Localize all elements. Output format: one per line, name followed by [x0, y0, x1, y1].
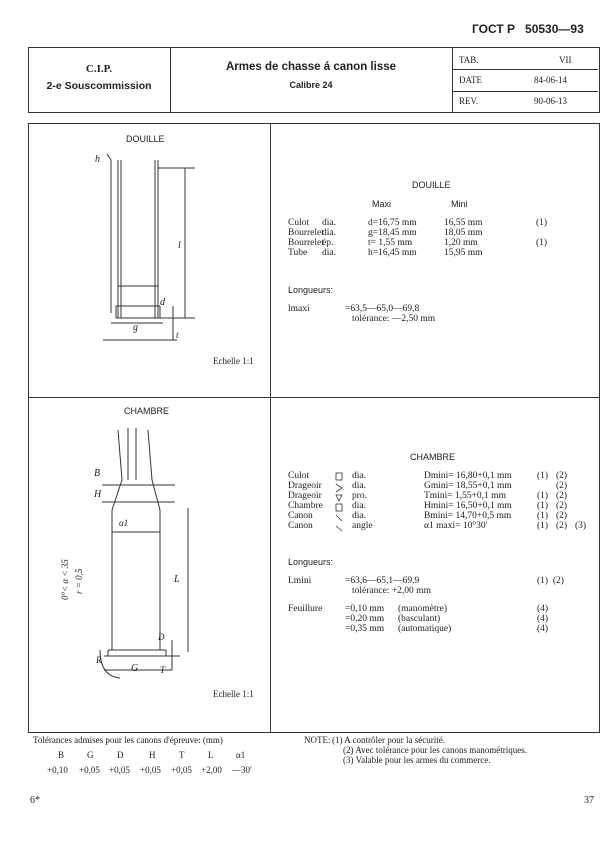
subcommission: 2-e Souscommission: [46, 80, 152, 92]
chambre-row-type: dia.: [352, 481, 366, 491]
douille-row-type: dia.: [322, 248, 336, 258]
caliber: Calibre 24: [289, 80, 333, 90]
feuillure-desc: (automatique): [398, 624, 452, 634]
chambre-row-value: Dmini= 16,80+0,1 mm: [424, 471, 512, 481]
tol-value: +0,10: [47, 765, 68, 775]
chambre-dim-D: D: [158, 632, 165, 642]
chambre-table-title: CHAMBRE: [410, 452, 456, 462]
chambre-row-value: Gmini= 18,55+0,1 mm: [424, 481, 512, 491]
note-item: (3) Valable pour les armes du commerce.: [343, 755, 491, 765]
chambre-row-type: dia.: [352, 511, 366, 521]
chambre-row-n2: (2): [556, 491, 568, 501]
chambre-dim-T: T: [160, 665, 166, 675]
chambre-row-n1: (1): [537, 521, 549, 531]
feuillure-desc: (manomètre): [398, 604, 448, 614]
douille-row-maxi: t= 1,55 mm: [368, 238, 413, 248]
tol-letter: α1: [236, 750, 246, 760]
douille-dim-l: l: [178, 240, 181, 251]
feuillure-desc: (basculant): [398, 614, 441, 624]
tol-letter: D: [117, 750, 124, 760]
chambre-row-n1: (1): [537, 491, 549, 501]
chambre-drawing: [90, 420, 210, 690]
chambre-row-type: dia.: [352, 501, 366, 511]
date-value: 84-06-14: [534, 75, 567, 85]
chambre-row-n1: (1): [537, 511, 549, 521]
douille-row-note: (1): [536, 238, 548, 248]
feuillure-value: =0,35 mm: [345, 624, 385, 634]
douille-l-tol: tolérance: —2,50 mm: [352, 314, 436, 324]
chambre-row-n2: (2): [556, 511, 568, 521]
douille-longueurs: Longueurs:: [288, 285, 334, 295]
douille-dim-g: g: [133, 322, 138, 333]
chambre-row-n2: (2): [556, 481, 568, 491]
rev-value: 90-06-13: [534, 96, 567, 106]
chambre-row-n1: (1): [537, 501, 549, 511]
tab-value: VII: [559, 55, 572, 65]
douille-table-title: DOUILLE: [412, 180, 451, 190]
tol-value: +2,00: [201, 765, 222, 775]
feuillure-label: Feuillure: [288, 604, 323, 614]
chambre-dim-G: G: [131, 663, 139, 674]
chambre-row-n2: (2): [556, 501, 568, 511]
feuillure-note: (4): [537, 604, 549, 614]
feuillure-value: =0,10 mm: [345, 604, 385, 614]
rev-label: REV.: [459, 96, 479, 106]
chambre-row-n3: (3): [575, 521, 587, 531]
douille-row-maxi: g=18,45 mm: [368, 228, 417, 238]
douille-dim-t: t: [176, 330, 179, 340]
tol-value: +0,05: [140, 765, 161, 775]
tol-letter: T: [179, 750, 185, 760]
notes-label: NOTE:: [304, 735, 331, 745]
tol-value: +0,05: [109, 765, 130, 775]
page-number: 37: [584, 795, 594, 806]
note-item: (1) A contrôler pour la sécurité.: [332, 735, 445, 745]
tol-letter: H: [149, 750, 156, 760]
douille-row: Culot: [288, 218, 310, 228]
feuillure-value: =0,20 mm: [345, 614, 385, 624]
chambre-row-name: Chambre: [288, 501, 323, 511]
chambre-longueurs: Longueurs:: [288, 557, 334, 567]
chambre-l-value: =63,6—65,1—69,9: [345, 576, 420, 586]
chambre-row-n1: (1): [537, 471, 549, 481]
chambre-row-n2: (2): [556, 471, 568, 481]
chambre-row-value: α1 maxi= 10°30′: [424, 521, 488, 531]
douille-row-mini: 1,20 mm: [444, 238, 478, 248]
chambre-row-value: Tmini= 1,55+0,1 mm: [424, 491, 506, 501]
chambre-row-n2: (2): [556, 521, 568, 531]
tol-value: +0,05: [171, 765, 192, 775]
douille-row-maxi: h=16,45 mm: [368, 248, 417, 258]
chambre-row-value: Bmini= 14,70+0,5 mm: [424, 511, 512, 521]
douille-row-mini: 18,05 mm: [444, 228, 483, 238]
douille-l-label: lmaxi: [288, 304, 310, 314]
douille-row: Bourrelet: [288, 228, 324, 238]
chambre-row-name: Culot: [288, 471, 310, 481]
douille-scale: Echelle 1:1: [213, 356, 254, 366]
col-mini: Mini: [451, 199, 468, 209]
tolerances-caption: Tolérances admises pour les canons d'épreuve: (mm): [33, 735, 223, 745]
chambre-dim-R: R: [96, 655, 102, 665]
chambre-row-type: pro.: [352, 491, 368, 501]
chambre-row-name: Canon: [288, 521, 313, 531]
chambre-dim-alpha: α1: [119, 518, 129, 528]
note-item: (2) Avec tolérance pour les canons manométriques.: [343, 745, 528, 755]
chambre-row-name: Canon: [288, 511, 313, 521]
org-name: C.I.P.: [85, 63, 113, 75]
tol-letter: B: [58, 750, 65, 760]
douille-row-type: dia.: [322, 228, 336, 238]
chambre-scale: Echelle 1:1: [213, 689, 254, 699]
chambre-angle-note: 0°< α < 35: [60, 559, 70, 600]
douille-dim-h: h: [95, 154, 100, 165]
douille-drawing: [85, 148, 205, 348]
date-label: DATE: [459, 75, 482, 85]
chambre-l-label: Lmini: [288, 576, 312, 586]
col-maxi: Maxi: [372, 199, 392, 209]
feuillure-note: (4): [537, 624, 549, 634]
chambre-dim-B: B: [94, 468, 101, 479]
tab-label: TAB.: [459, 55, 479, 65]
douille-row-type: ép.: [322, 238, 334, 248]
chambre-r-note: r = 0,5: [74, 568, 84, 594]
doc-title: Armes de chasse á canon lisse: [225, 61, 397, 73]
douille-row-mini: 16,55 mm: [444, 218, 483, 228]
chambre-row-type: dia.: [352, 471, 366, 481]
douille-row-maxi: d=16,75 mm: [368, 218, 417, 228]
douille-row-mini: 15,95 mm: [444, 248, 483, 258]
douille-row: Bourrelet: [288, 238, 324, 248]
douille-row: Tube: [288, 248, 308, 258]
section-symbols-icon: [334, 471, 346, 533]
footer-left: 6*: [30, 795, 40, 806]
chambre-l-tol: tolérance: +2,00 mm: [352, 586, 431, 596]
chambre-row-value: Hmini= 16,50+0,1 mm: [424, 501, 512, 511]
chambre-row-name: Drageoir: [288, 491, 322, 501]
douille-row-note: (1): [536, 218, 548, 228]
douille-drawing-title: DOUILLE: [126, 134, 165, 144]
chambre-drawing-title: CHAMBRE: [124, 406, 170, 416]
standard-code: ГОСТ Р 50530—93: [472, 22, 584, 36]
chambre-dim-H: H: [94, 489, 102, 500]
chambre-row-name: Drageoir: [288, 481, 322, 491]
tol-letter: L: [208, 750, 214, 760]
douille-row-type: dia.: [322, 218, 336, 228]
chambre-row-type: angle: [352, 521, 373, 531]
tol-letter: G: [87, 750, 94, 760]
tol-value: +0,05: [79, 765, 100, 775]
douille-l-value: =63,5—65,0—69,8: [345, 304, 420, 314]
chambre-dim-L: L: [174, 574, 180, 585]
chambre-l-notes: (1) (2): [537, 576, 564, 586]
feuillure-note: (4): [537, 614, 549, 624]
douille-dim-d: d: [160, 297, 165, 308]
tol-value: —30′: [232, 765, 252, 775]
